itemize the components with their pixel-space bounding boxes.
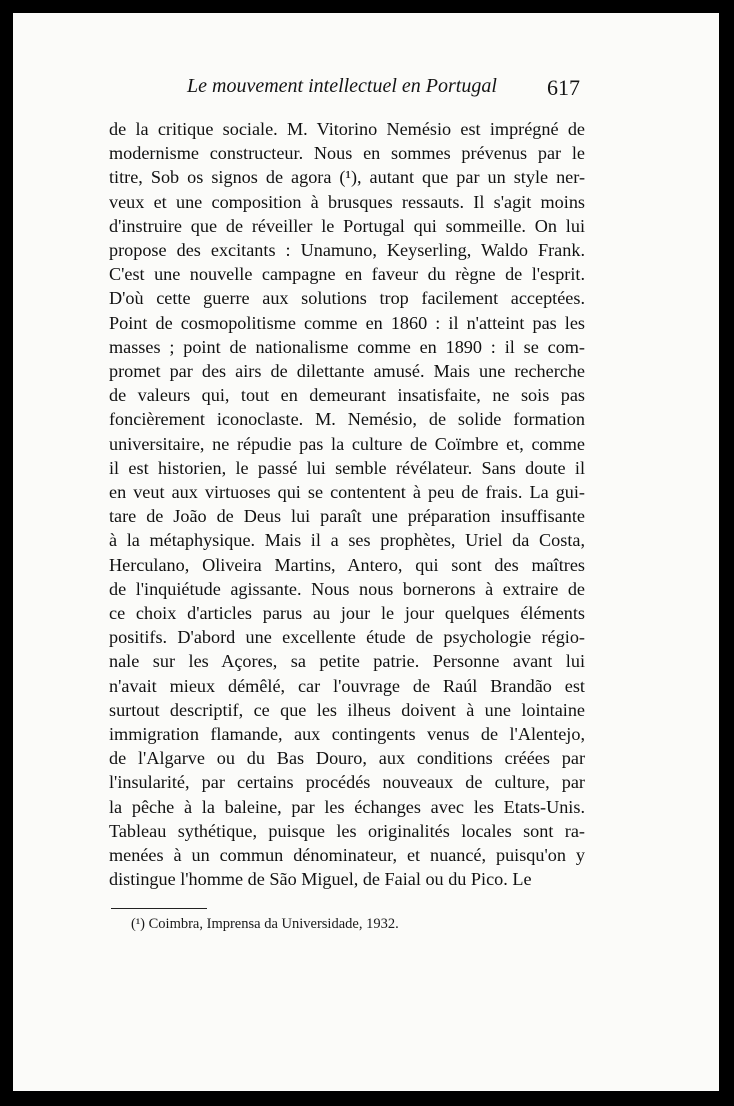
text-line: distingue l'homme de São Miguel, de Faial ou du Pico. Le bbox=[109, 869, 532, 890]
footnote: (¹) Coimbra, Imprensa da Universidade, 1932. bbox=[131, 916, 399, 932]
text-line: l'insularité, par certains procédés nouveaux de culture, par bbox=[109, 772, 585, 793]
text-line: veux et une composition à brusques ressauts. Il s'agit moins bbox=[109, 191, 585, 212]
page-number: 617 bbox=[547, 75, 580, 100]
text-line: menées à un commun dénominateur, et nuancé, puisqu'on y bbox=[109, 845, 585, 866]
text-line: Tableau sythétique, puisque les originalités locales sont ra- bbox=[109, 820, 585, 841]
text-line: de la critique sociale. M. Vitorino Nemésio est imprégné de bbox=[109, 119, 585, 139]
text-line: nale sur les Açores, sa petite patrie. Personne avant lui bbox=[109, 651, 585, 672]
text-line: D'où cette guerre aux solutions trop facilement acceptées. bbox=[109, 288, 585, 309]
book-page bbox=[13, 13, 719, 1091]
text-line: Herculano, Oliveira Martins, Antero, qui sont des maîtres bbox=[109, 554, 585, 575]
text-line: propose des excitants : Unamuno, Keyserling, Waldo Frank. bbox=[109, 240, 585, 261]
text-line: universitaire, ne répudie pas la culture de Coïmbre et, comme bbox=[109, 433, 585, 454]
text-line: ce choix d'articles parus au jour le jour quelques éléments bbox=[109, 603, 585, 624]
text-line: tare de João de Deus lui paraît une préparation insuffisante bbox=[109, 506, 585, 527]
text-line: d'instruire que de réveiller le Portugal qui sommeille. On lui bbox=[109, 215, 585, 236]
text-line: il est historien, le passé lui semble révélateur. Sans doute il bbox=[109, 457, 585, 478]
text-line: surtout descriptif, ce que les ilheus doivent à une lointaine bbox=[109, 699, 585, 720]
running-title: Le mouvement intellectuel en Portugal bbox=[187, 75, 497, 97]
text-line: n'avait mieux démêlé, car l'ouvrage de Raúl Brandão est bbox=[109, 675, 585, 696]
text-line: Point de cosmopolitisme comme en 1860 : il n'atteint pas les bbox=[109, 312, 585, 333]
text-line: positifs. D'abord une excellente étude de psychologie régio- bbox=[109, 627, 585, 648]
text-line: modernisme constructeur. Nous en sommes prévenus par le bbox=[109, 143, 585, 164]
text-line: promet par des airs de dilettante amusé. Mais une recherche bbox=[109, 361, 585, 382]
text-line: foncièrement iconoclaste. M. Nemésio, de solide formation bbox=[109, 409, 585, 430]
text-line: de l'inquiétude agissante. Nous nous bornerons à extraire de bbox=[109, 578, 585, 599]
page-header bbox=[13, 75, 719, 105]
text-line: la pêche à la baleine, par les échanges avec les Etats-Unis. bbox=[109, 796, 585, 817]
text-line: à la métaphysique. Mais il a ses prophètes, Uriel da Costa, bbox=[109, 530, 585, 551]
text-line: masses ; point de nationalisme comme en 1890 : il se com- bbox=[109, 336, 585, 357]
text-line: C'est une nouvelle campagne en faveur du règne de l'esprit. bbox=[109, 264, 585, 285]
footnote-rule bbox=[111, 908, 207, 909]
text-line: titre, Sob os signos de agora (¹), autant que par un style ner- bbox=[109, 167, 585, 188]
body-text bbox=[109, 117, 585, 892]
text-line: immigration flamande, aux contingents venus de l'Alentejo, bbox=[109, 724, 585, 745]
text-line: en veut aux virtuoses qui se contentent à peu de frais. La gui- bbox=[109, 482, 585, 503]
text-line: de valeurs qui, tout en demeurant insatisfaite, ne sois pas bbox=[109, 385, 585, 406]
text-line: de l'Algarve ou du Bas Douro, aux conditions créées par bbox=[109, 748, 585, 769]
